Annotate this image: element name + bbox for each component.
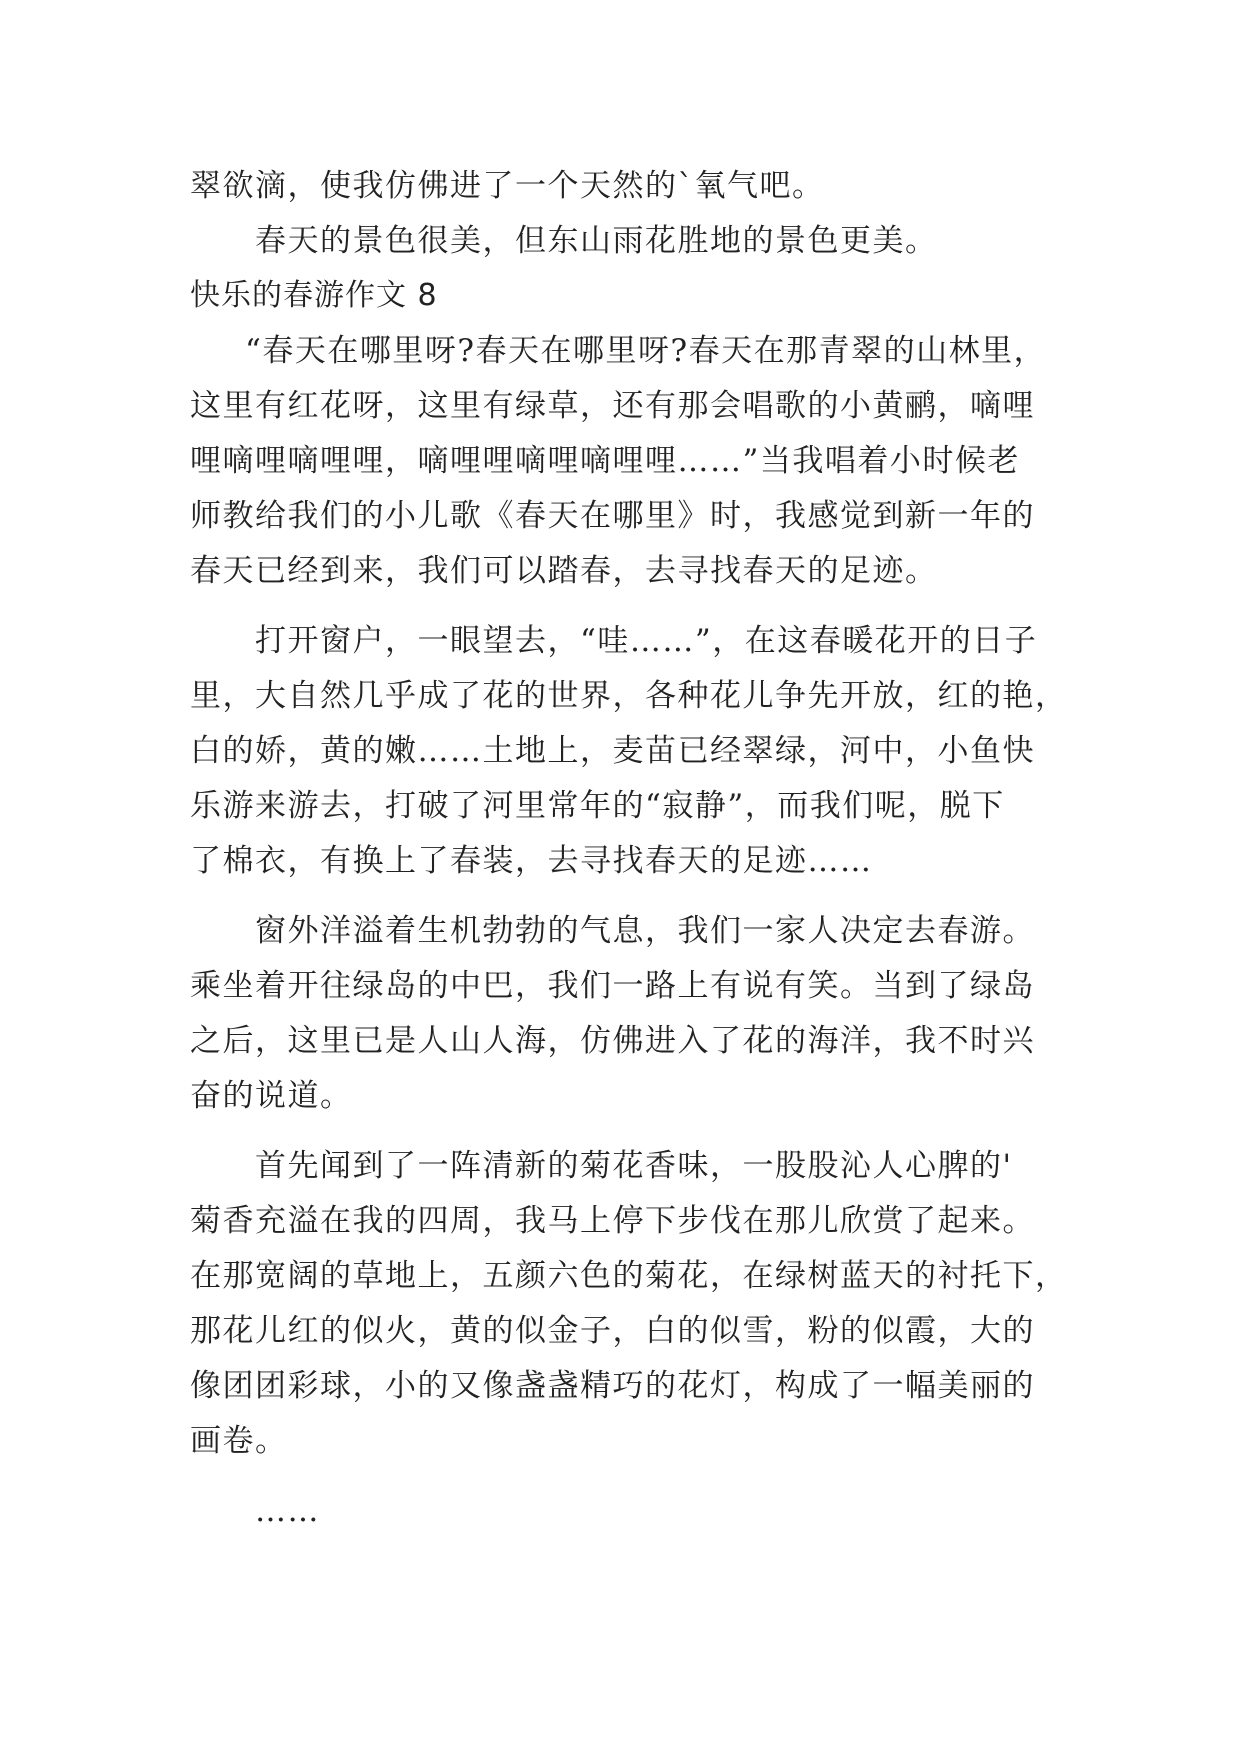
text-line: “春天在哪里呀?春天在哪里呀?春天在那青翠的山林里， [245, 333, 1047, 369]
text-line: 乘坐着开往绿岛的中巴，我们一路上有说有笑。当到了绿岛 [190, 968, 1035, 1004]
ellipsis: …… [255, 1493, 320, 1529]
text-line: 里，大自然几乎成了花的世界，各种花儿争先开放，红的艳， [190, 678, 1068, 714]
text-line: 了棉衣，有换上了春装，去寻找春天的足迹…… [190, 843, 873, 879]
text-line: 春天的景色很美，但东山雨花胜地的景色更美。 [255, 223, 938, 259]
text-line: 画卷。 [190, 1423, 288, 1459]
text-line: 首先闻到了一阵清新的菊花香味，一股股沁人心脾的' [255, 1148, 1013, 1184]
text-line: 这里有红花呀，这里有绿草，还有那会唱歌的小黄鹂，嘀哩 [190, 388, 1035, 424]
text-line: 哩嘀哩嘀哩哩，嘀哩哩嘀哩嘀哩哩……”当我唱着小时候老 [190, 443, 1020, 479]
text-line: 之后，这里已是人山人海，仿佛进入了花的海洋，我不时兴 [190, 1023, 1035, 1059]
text-line: 乐游来游去，打破了河里常年的“寂静”，而我们呢，脱下 [190, 788, 1005, 824]
text-line: 像团团彩球，小的又像盏盏精巧的花灯，构成了一幅美丽的 [190, 1368, 1035, 1404]
text-line: 在那宽阔的草地上，五颜六色的菊花，在绿树蓝天的衬托下， [190, 1258, 1068, 1294]
text-line: 那花儿红的似火，黄的似金子，白的似雪，粉的似霞，大的 [190, 1313, 1035, 1349]
text-line: 菊香充溢在我的四周，我马上停下步伐在那儿欣赏了起来。 [190, 1203, 1035, 1239]
text-line: 打开窗户，一眼望去，“哇……”，在这春暖花开的日子 [255, 623, 1038, 659]
text-line: 白的娇，黄的嫩……土地上，麦苗已经翠绿，河中，小鱼快 [190, 733, 1035, 769]
text-line: 春天已经到来，我们可以踏春，去寻找春天的足迹。 [190, 553, 938, 589]
text-line: 奋的说道。 [190, 1078, 353, 1114]
section-title: 快乐的春游作文 8 [190, 278, 438, 313]
text-line: 窗外洋溢着生机勃勃的气息，我们一家人决定去春游。 [255, 913, 1035, 949]
text-line: 师教给我们的小儿歌《春天在哪里》时，我感觉到新一年的 [190, 498, 1035, 534]
text-line: 翠欲滴，使我仿佛进了一个天然的`氧气吧。 [190, 168, 825, 204]
